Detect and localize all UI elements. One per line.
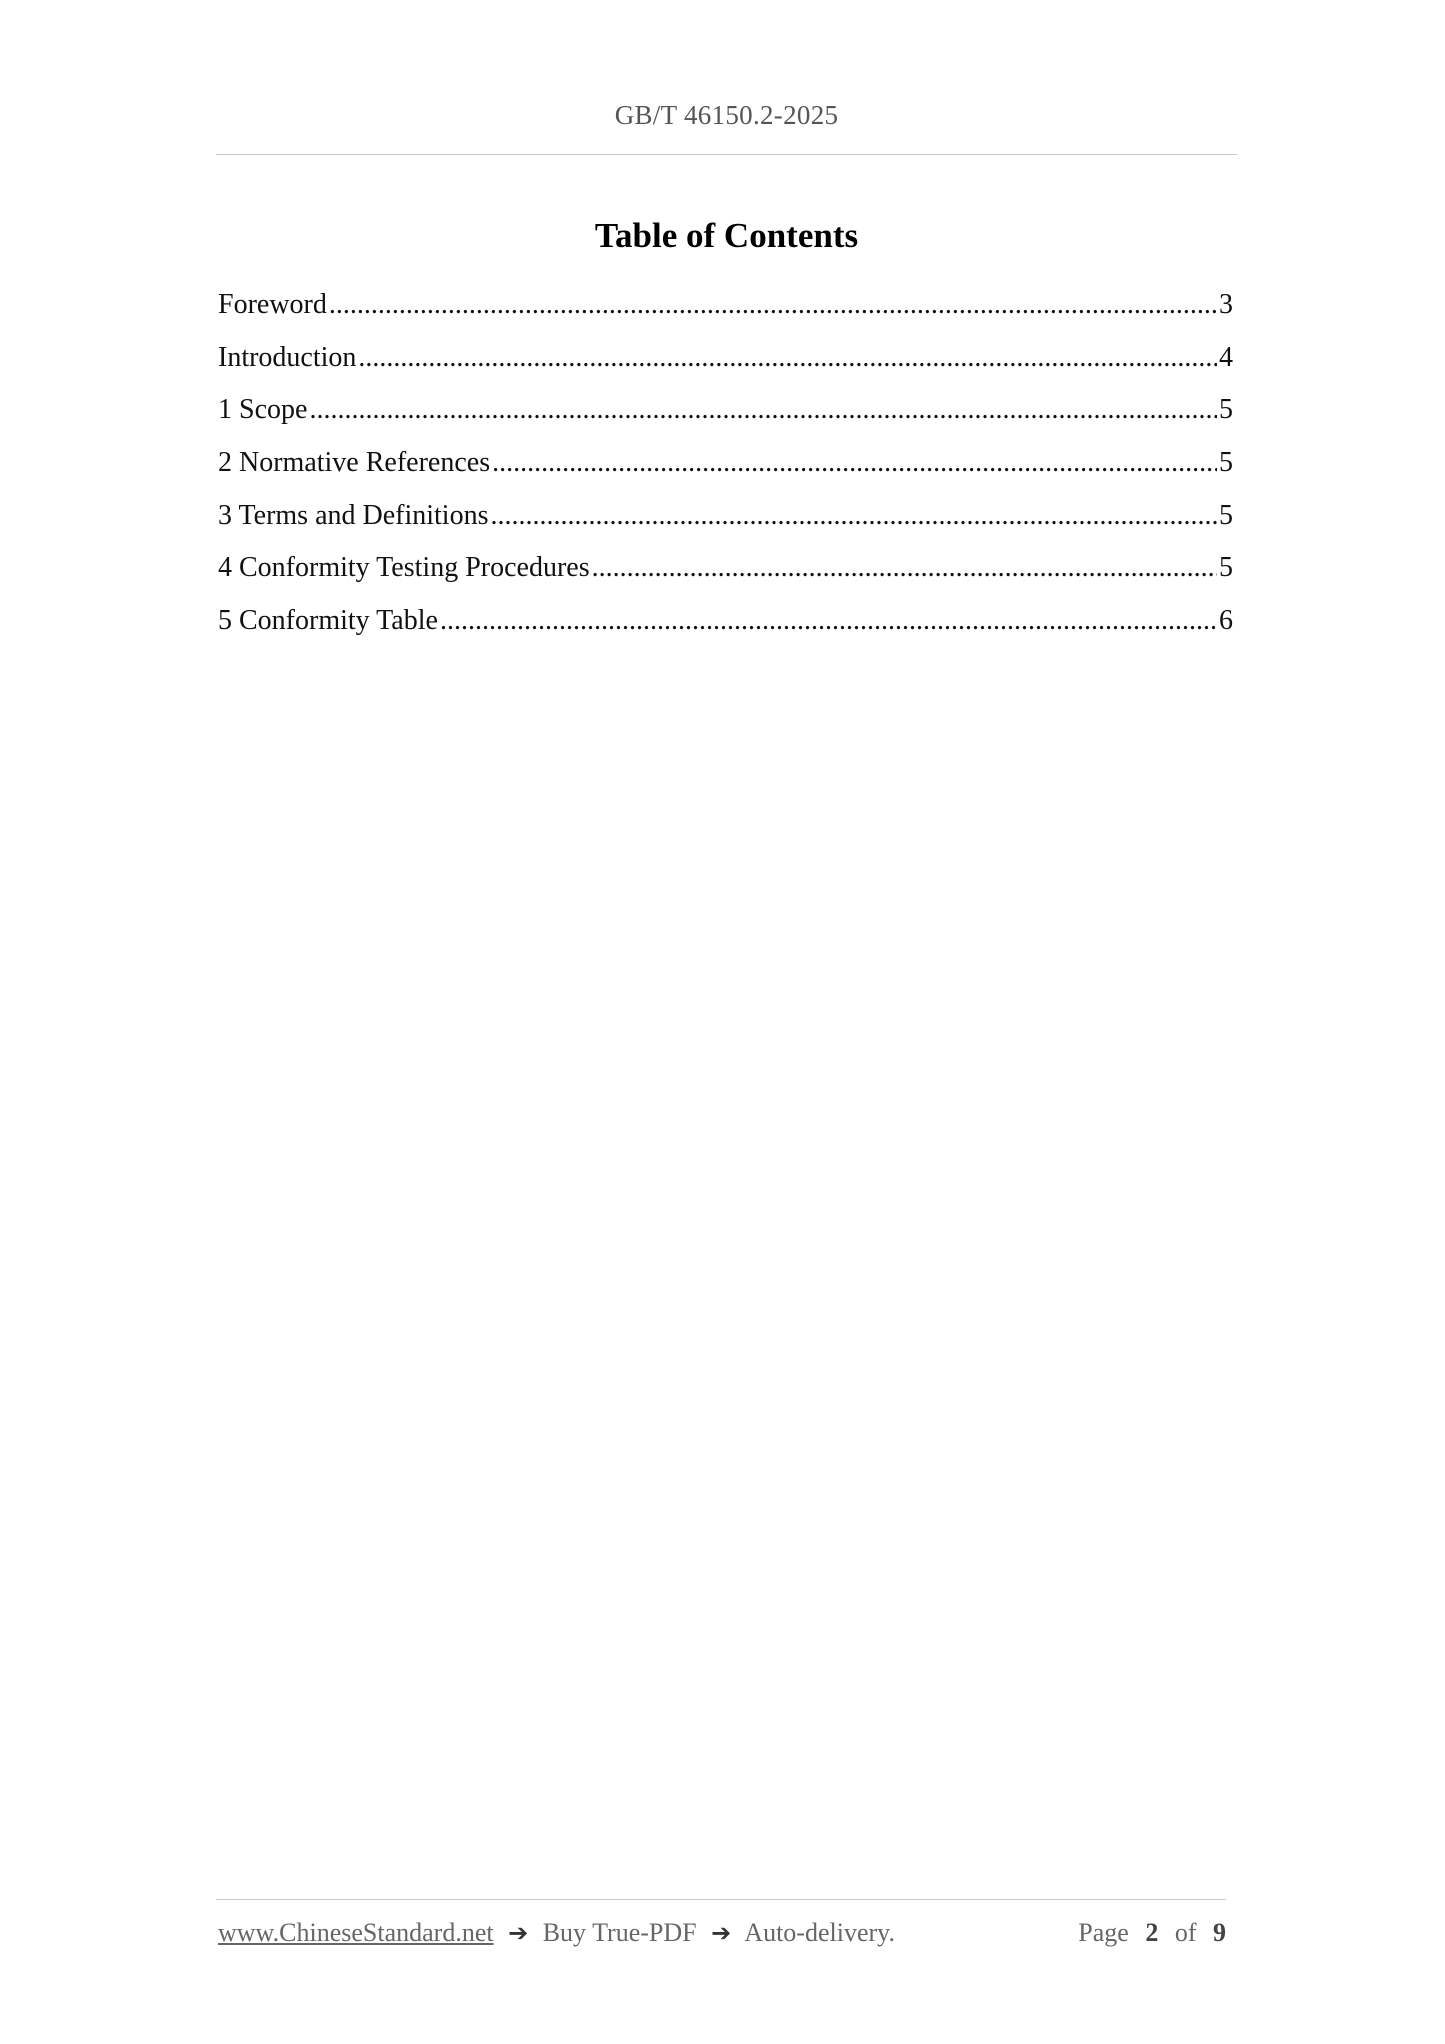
toc-entry-page: 3	[1219, 289, 1233, 320]
auto-delivery-text: Auto-delivery.	[744, 1918, 895, 1947]
toc-entry-label: Introduction	[218, 341, 357, 373]
running-header: GB/T 46150.2-2025	[614, 100, 839, 130]
dot-leader	[309, 394, 1217, 426]
toc-entry-page: 4	[1219, 341, 1233, 373]
dot-leader	[440, 605, 1217, 637]
buy-true-pdf-text: Buy True-PDF	[542, 1918, 697, 1947]
toc-entry-label: 3 Terms and Definitions	[218, 499, 489, 531]
dot-leader	[492, 447, 1217, 479]
toc-entry-page: 5	[1219, 552, 1233, 584]
toc-entry-foreword[interactable]	[218, 289, 1233, 342]
footer-divider	[216, 1899, 1226, 1900]
toc-entry-label: 2 Normative References	[218, 447, 491, 479]
toc-entry-introduction[interactable]	[218, 342, 1233, 395]
header-divider	[216, 154, 1237, 155]
right-arrow-icon: ➔	[711, 1919, 732, 1947]
toc-entry-label: 5 Conformity Table	[218, 605, 438, 637]
toc-entry-page: 5	[1219, 394, 1233, 426]
toc-entry-page: 5	[1219, 447, 1233, 479]
toc-entry-label: 4 Conformity Testing Procedures	[218, 552, 590, 584]
page-label: Page	[1078, 1918, 1129, 1947]
of-label: of	[1174, 1918, 1197, 1947]
page-footer	[218, 1918, 1226, 1948]
dot-leader	[490, 500, 1217, 532]
toc-entry-conformity-table[interactable]	[218, 605, 1233, 658]
footer-promo	[218, 1918, 895, 1948]
table-of-contents	[218, 289, 1233, 658]
dot-leader	[358, 342, 1217, 374]
toc-entry-label: Foreword	[218, 289, 327, 320]
dot-leader	[329, 289, 1217, 321]
toc-entry-page: 5	[1219, 499, 1233, 531]
site-link[interactable]: www.ChineseStandard.net	[218, 1918, 494, 1947]
page-indicator	[1078, 1918, 1226, 1948]
toc-entry-normative-references[interactable]	[218, 447, 1233, 500]
toc-title: Table of Contents	[594, 216, 859, 255]
toc-entry-conformity-testing-procedures[interactable]	[218, 552, 1233, 605]
current-page-number: 2	[1145, 1918, 1159, 1947]
right-arrow-icon: ➔	[508, 1919, 529, 1947]
dot-leader	[592, 552, 1217, 584]
total-pages-number: 9	[1213, 1918, 1226, 1947]
toc-entry-label: 1 Scope	[218, 394, 308, 426]
toc-entry-terms-and-definitions[interactable]	[218, 500, 1233, 553]
toc-entry-page: 6	[1219, 605, 1233, 637]
toc-entry-scope[interactable]	[218, 394, 1233, 447]
